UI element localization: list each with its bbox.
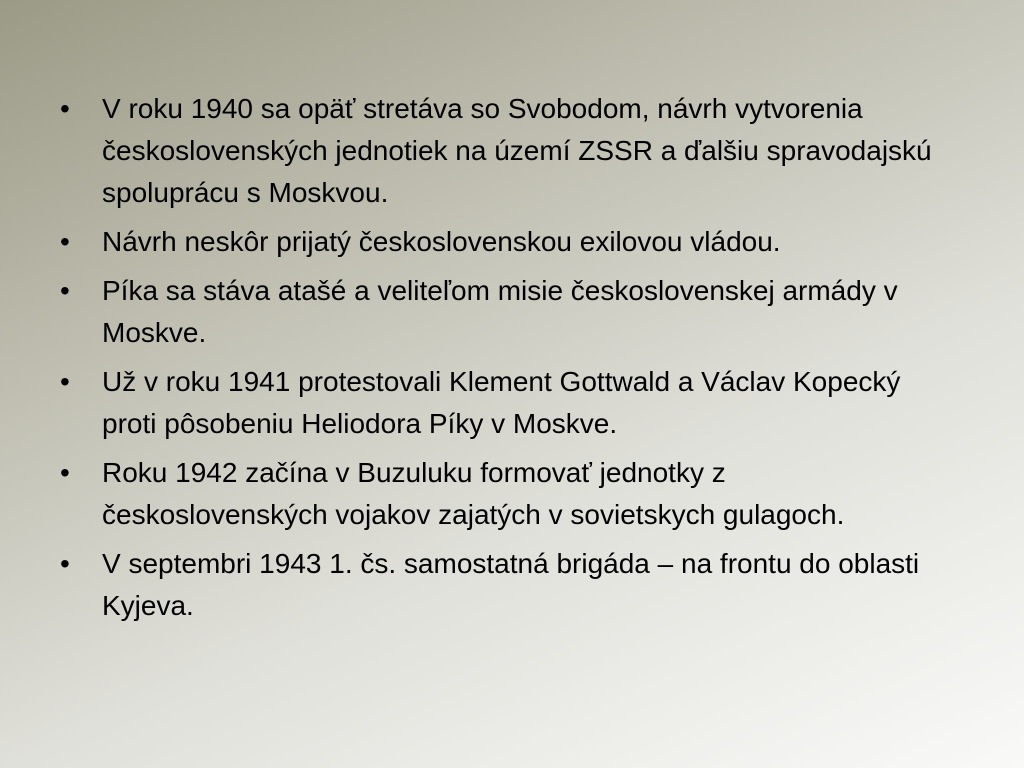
bullet-icon: •	[60, 93, 70, 124]
bullet-item	[54, 88, 954, 214]
bullet-icon: •	[60, 275, 70, 306]
bullet-text: V septembri 1943 1. čs. samostatná brigáda – na frontu do oblasti Kyjeva.	[102, 548, 920, 621]
bullet-text: V roku 1940 sa opäť stretáva so Svobodom, návrh vytvorenia československých jednotiek na území ZSSR a ďalšiu spravodajskú spoluprácu s Moskvou.	[102, 93, 932, 208]
bullet-text: Už v roku 1941 protestovali Klement Gottwald a Václav Kopecký proti pôsobeniu Heliodora Píky v Moskve.	[102, 366, 901, 439]
bullet-item	[54, 543, 954, 627]
bullet-item	[54, 452, 954, 536]
bullet-text: Roku 1942 začína v Buzuluku formovať jednotky z československých vojakov zajatých v sovietskych gulagoch.	[102, 457, 845, 530]
bullet-item	[54, 270, 954, 354]
bullet-text: Návrh neskôr prijatý československou exilovou vládou.	[102, 226, 781, 257]
bullet-icon: •	[60, 548, 70, 579]
bullet-icon: •	[60, 457, 70, 488]
bullet-item	[54, 221, 954, 263]
bullet-list	[54, 88, 954, 634]
bullet-item	[54, 361, 954, 445]
bullet-icon: •	[60, 226, 70, 257]
bullet-icon: •	[60, 366, 70, 397]
bullet-text: Píka sa stáva atašé a veliteľom misie československej armády v Moskve.	[102, 275, 898, 348]
